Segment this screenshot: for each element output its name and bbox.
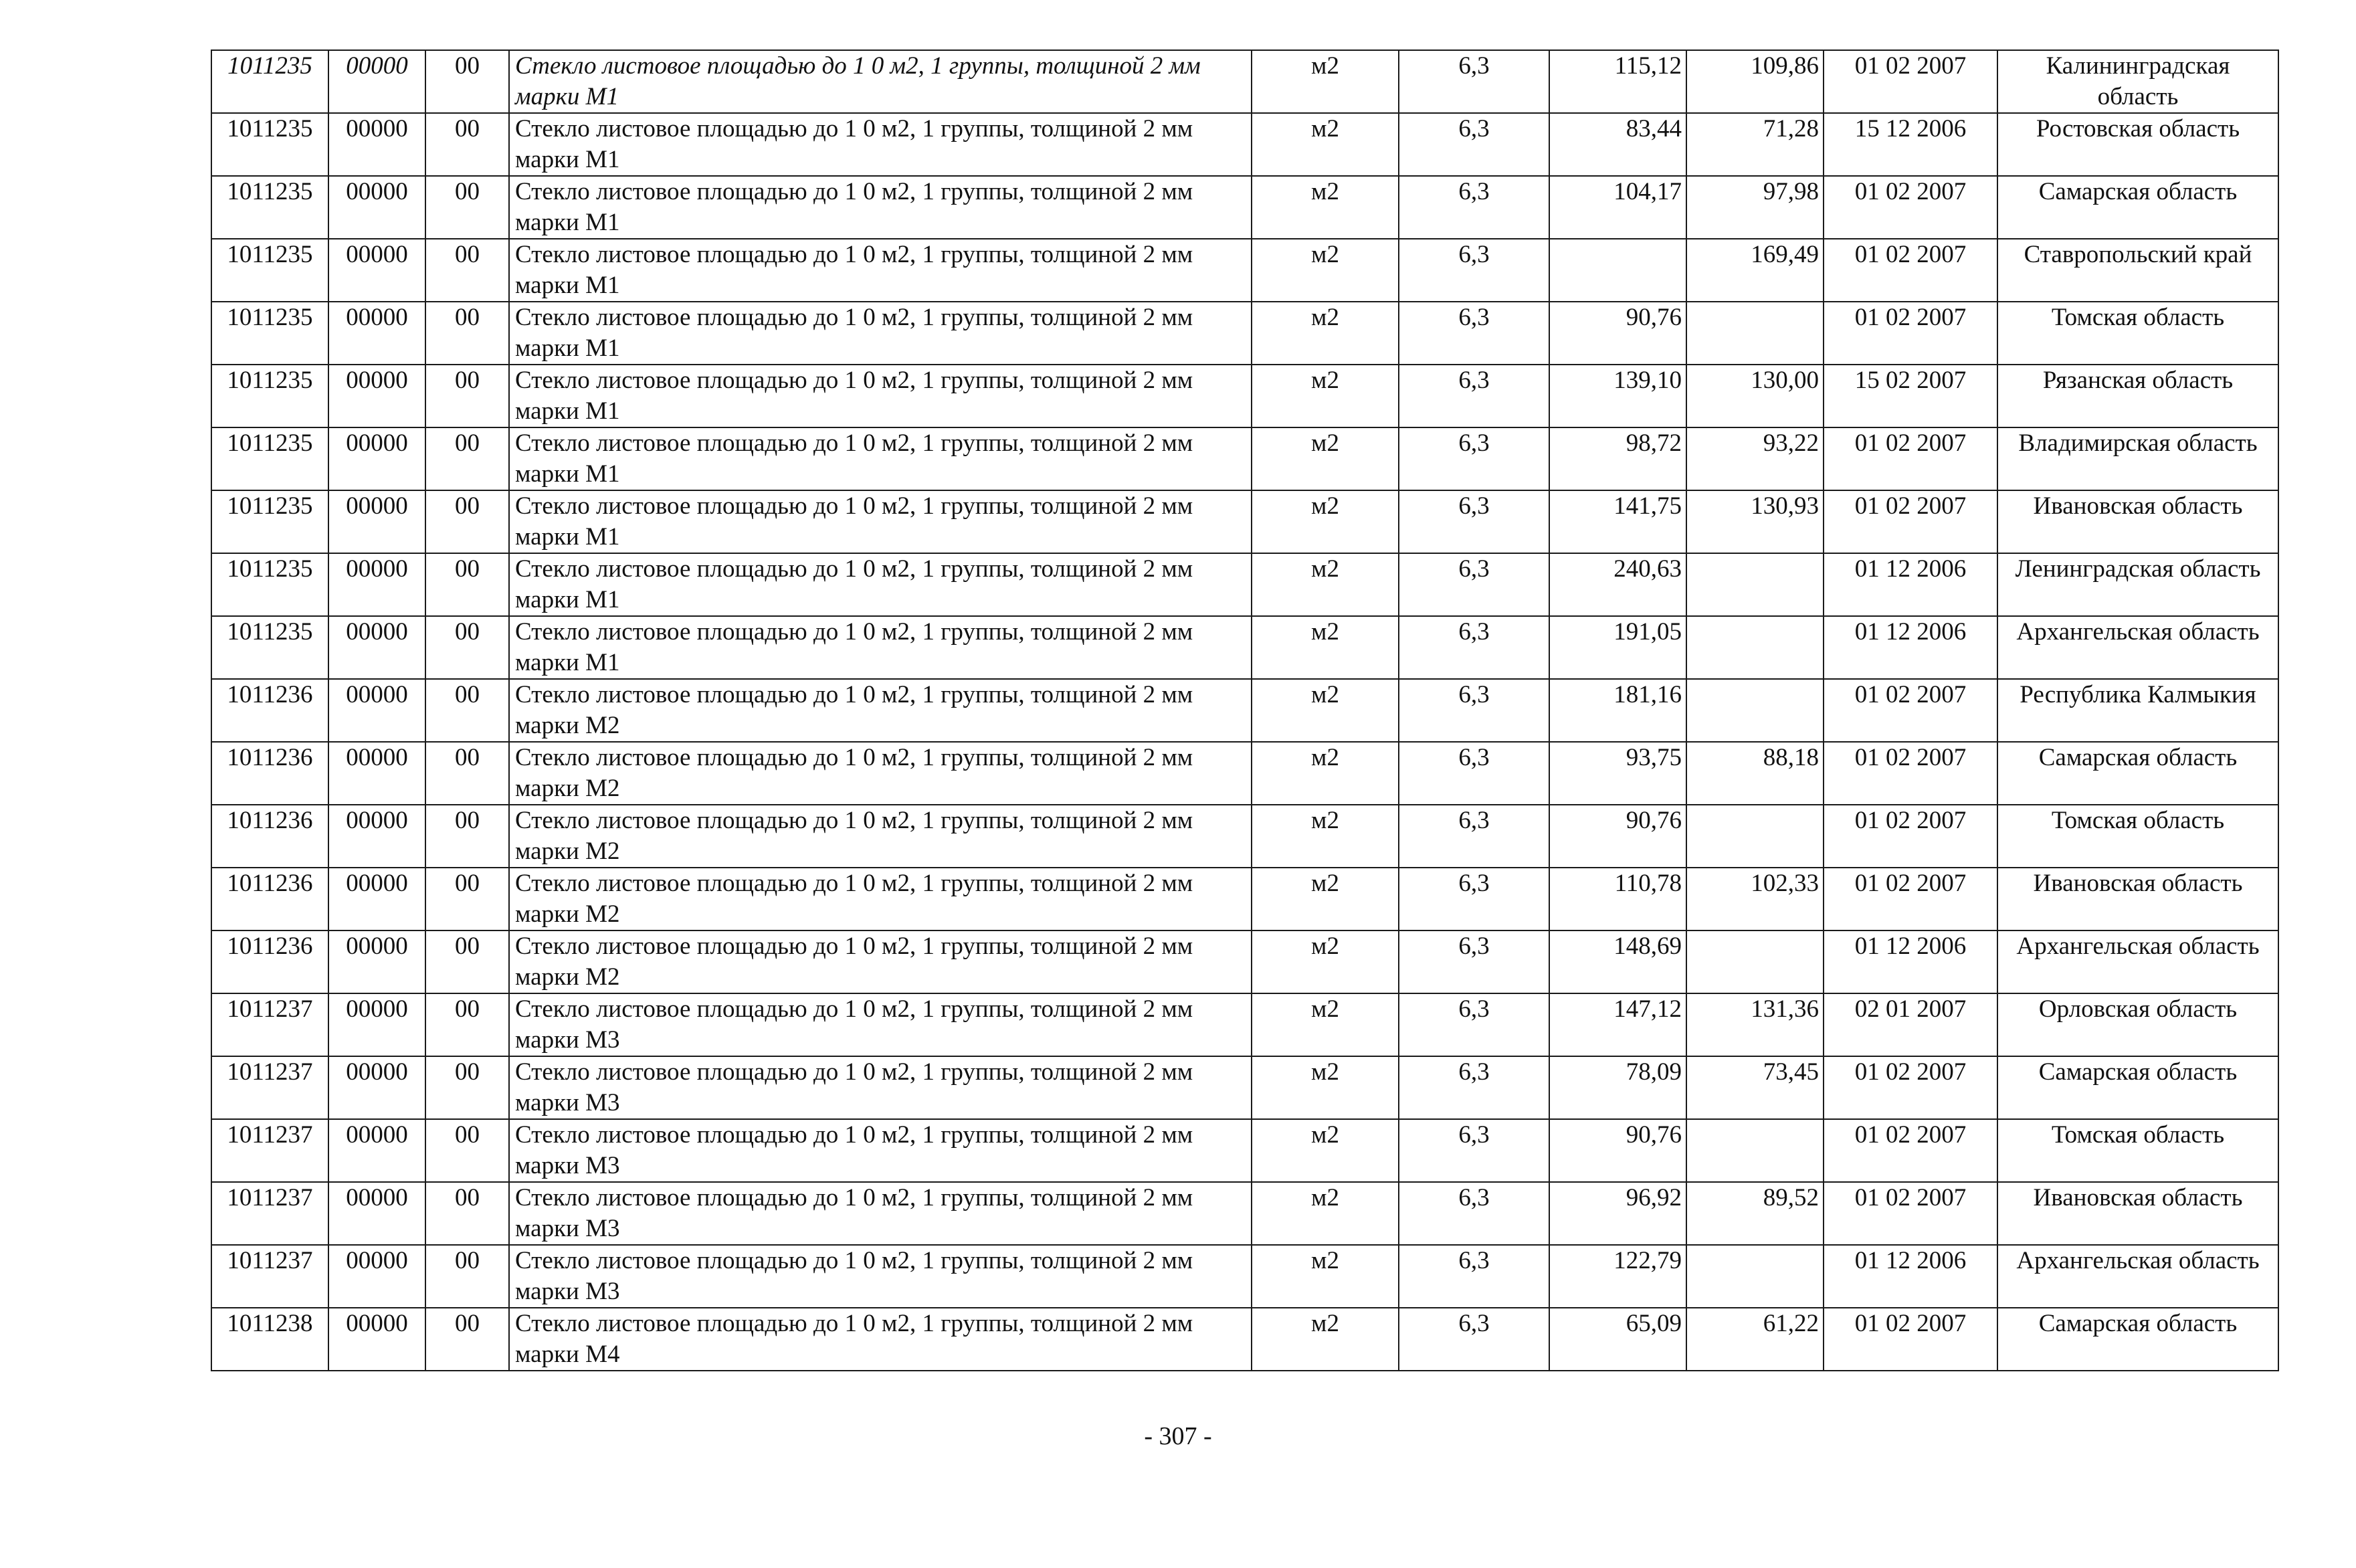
name-cell: Стекло листовое площадью до 1 0 м2, 1 группы, толщиной 2 мм марки M1 (509, 176, 1252, 239)
price1-cell: 147,12 (1549, 993, 1686, 1056)
date-cell: 01 02 2007 (1824, 1119, 1997, 1182)
region-cell: Томская область (1997, 302, 2278, 365)
weight-cell: 6,3 (1399, 113, 1549, 176)
price1-cell: 65,09 (1549, 1308, 1686, 1371)
code-cell: 1011236 (211, 679, 328, 742)
unit-cell: м2 (1252, 742, 1399, 805)
version-cell: 00 (425, 930, 509, 993)
date-cell: 02 01 2007 (1824, 993, 1997, 1056)
weight-cell: 6,3 (1399, 616, 1549, 679)
date-cell: 15 02 2007 (1824, 365, 1997, 427)
subcode-cell: 00000 (328, 113, 425, 176)
region-cell: Самарская область (1997, 1056, 2278, 1119)
price2-cell: 71,28 (1686, 113, 1824, 176)
name-cell: Стекло листовое площадью до 1 0 м2, 1 группы, толщиной 2 мм марки M2 (509, 679, 1252, 742)
region-cell: Архангельская область (1997, 616, 2278, 679)
region-cell: Ставропольский край (1997, 239, 2278, 302)
region-cell: Владимирская область (1997, 427, 2278, 490)
price1-cell: 96,92 (1549, 1182, 1686, 1245)
subcode-cell: 00000 (328, 50, 425, 113)
table-row (211, 1182, 2278, 1245)
unit-cell: м2 (1252, 50, 1399, 113)
weight-cell: 6,3 (1399, 302, 1549, 365)
region-cell: Томская область (1997, 1119, 2278, 1182)
region-cell: Республика Калмыкия (1997, 679, 2278, 742)
table-row (211, 616, 2278, 679)
unit-cell: м2 (1252, 930, 1399, 993)
version-cell: 00 (425, 490, 509, 553)
code-cell: 1011236 (211, 742, 328, 805)
name-cell: Стекло листовое площадью до 1 0 м2, 1 группы, толщиной 2 мм марки M2 (509, 742, 1252, 805)
subcode-cell: 00000 (328, 302, 425, 365)
price-table (211, 50, 2279, 1371)
table-row (211, 679, 2278, 742)
unit-cell: м2 (1252, 1056, 1399, 1119)
price2-cell: 130,00 (1686, 365, 1824, 427)
table-row (211, 742, 2278, 805)
region-cell: Самарская область (1997, 742, 2278, 805)
region-cell: Томская область (1997, 805, 2278, 868)
date-cell: 01 02 2007 (1824, 239, 1997, 302)
weight-cell: 6,3 (1399, 1056, 1549, 1119)
price2-cell: 89,52 (1686, 1182, 1824, 1245)
date-cell: 01 02 2007 (1824, 176, 1997, 239)
price1-cell: 90,76 (1549, 302, 1686, 365)
date-cell: 01 02 2007 (1824, 868, 1997, 930)
version-cell: 00 (425, 679, 509, 742)
date-cell: 01 02 2007 (1824, 1182, 1997, 1245)
price2-cell: 88,18 (1686, 742, 1824, 805)
table-row (211, 176, 2278, 239)
subcode-cell: 00000 (328, 679, 425, 742)
weight-cell: 6,3 (1399, 805, 1549, 868)
unit-cell: м2 (1252, 302, 1399, 365)
price1-cell: 93,75 (1549, 742, 1686, 805)
name-cell: Стекло листовое площадью до 1 0 м2, 1 группы, толщиной 2 мм марки M3 (509, 1245, 1252, 1308)
name-cell: Стекло листовое площадью до 1 0 м2, 1 группы, толщиной 2 мм марки M3 (509, 1119, 1252, 1182)
table-row (211, 930, 2278, 993)
subcode-cell: 00000 (328, 1245, 425, 1308)
unit-cell: м2 (1252, 239, 1399, 302)
code-cell: 1011235 (211, 490, 328, 553)
price1-cell: 139,10 (1549, 365, 1686, 427)
subcode-cell: 00000 (328, 993, 425, 1056)
version-cell: 00 (425, 365, 509, 427)
version-cell: 00 (425, 993, 509, 1056)
weight-cell: 6,3 (1399, 993, 1549, 1056)
region-cell: Архангельская область (1997, 1245, 2278, 1308)
subcode-cell: 00000 (328, 1182, 425, 1245)
price2-cell (1686, 616, 1824, 679)
weight-cell: 6,3 (1399, 176, 1549, 239)
table-row (211, 1308, 2278, 1371)
unit-cell: м2 (1252, 1245, 1399, 1308)
region-cell: Архангельская область (1997, 930, 2278, 993)
version-cell: 00 (425, 239, 509, 302)
name-cell: Стекло листовое площадью до 1 0 м2, 1 группы, толщиной 2 мм марки M4 (509, 1308, 1252, 1371)
price1-cell (1549, 239, 1686, 302)
subcode-cell: 00000 (328, 616, 425, 679)
region-cell: Ивановская область (1997, 868, 2278, 930)
region-cell: Самарская область (1997, 176, 2278, 239)
subcode-cell: 00000 (328, 427, 425, 490)
table-row (211, 239, 2278, 302)
price1-cell: 98,72 (1549, 427, 1686, 490)
price2-cell: 97,98 (1686, 176, 1824, 239)
unit-cell: м2 (1252, 1119, 1399, 1182)
price1-cell: 110,78 (1549, 868, 1686, 930)
page-number: - 307 - (1144, 1422, 1212, 1450)
code-cell: 1011237 (211, 1056, 328, 1119)
name-cell: Стекло листовое площадью до 1 0 м2, 1 группы, толщиной 2 мм марки M1 (509, 427, 1252, 490)
date-cell: 01 02 2007 (1824, 427, 1997, 490)
version-cell: 00 (425, 113, 509, 176)
version-cell: 00 (425, 176, 509, 239)
table-row (211, 113, 2278, 176)
name-cell: Стекло листовое площадью до 1 0 м2, 1 группы, толщиной 2 мм марки M1 (509, 302, 1252, 365)
price2-cell (1686, 805, 1824, 868)
subcode-cell: 00000 (328, 553, 425, 616)
date-cell: 01 12 2006 (1824, 930, 1997, 993)
price1-cell: 148,69 (1549, 930, 1686, 993)
code-cell: 1011236 (211, 930, 328, 993)
price2-cell (1686, 679, 1824, 742)
subcode-cell: 00000 (328, 1308, 425, 1371)
price1-cell: 181,16 (1549, 679, 1686, 742)
subcode-cell: 00000 (328, 490, 425, 553)
date-cell: 15 12 2006 (1824, 113, 1997, 176)
code-cell: 1011235 (211, 616, 328, 679)
date-cell: 01 12 2006 (1824, 616, 1997, 679)
unit-cell: м2 (1252, 1308, 1399, 1371)
code-cell: 1011235 (211, 176, 328, 239)
table-row (211, 50, 2278, 113)
unit-cell: м2 (1252, 805, 1399, 868)
version-cell: 00 (425, 1245, 509, 1308)
code-cell: 1011235 (211, 553, 328, 616)
price2-cell: 130,93 (1686, 490, 1824, 553)
price1-cell: 240,63 (1549, 553, 1686, 616)
name-cell: Стекло листовое площадью до 1 0 м2, 1 группы, толщиной 2 мм марки M1 (509, 365, 1252, 427)
price2-cell: 131,36 (1686, 993, 1824, 1056)
date-cell: 01 02 2007 (1824, 50, 1997, 113)
unit-cell: м2 (1252, 993, 1399, 1056)
name-cell: Стекло листовое площадью до 1 0 м2, 1 группы, толщиной 2 мм марки M3 (509, 1056, 1252, 1119)
name-cell: Стекло листовое площадью до 1 0 м2, 1 группы, толщиной 2 мм марки M1 (509, 50, 1252, 113)
name-cell: Стекло листовое площадью до 1 0 м2, 1 группы, толщиной 2 мм марки M1 (509, 616, 1252, 679)
version-cell: 00 (425, 50, 509, 113)
version-cell: 00 (425, 742, 509, 805)
version-cell: 00 (425, 302, 509, 365)
version-cell: 00 (425, 553, 509, 616)
weight-cell: 6,3 (1399, 490, 1549, 553)
weight-cell: 6,3 (1399, 679, 1549, 742)
price2-cell: 73,45 (1686, 1056, 1824, 1119)
date-cell: 01 02 2007 (1824, 1056, 1997, 1119)
price2-cell (1686, 302, 1824, 365)
unit-cell: м2 (1252, 365, 1399, 427)
subcode-cell: 00000 (328, 1119, 425, 1182)
unit-cell: м2 (1252, 616, 1399, 679)
table-row (211, 302, 2278, 365)
region-cell: Калининградская область (1997, 50, 2278, 113)
name-cell: Стекло листовое площадью до 1 0 м2, 1 группы, толщиной 2 мм марки M1 (509, 239, 1252, 302)
price1-cell: 83,44 (1549, 113, 1686, 176)
table-row (211, 365, 2278, 427)
price2-cell: 61,22 (1686, 1308, 1824, 1371)
price2-cell: 102,33 (1686, 868, 1824, 930)
weight-cell: 6,3 (1399, 427, 1549, 490)
code-cell: 1011235 (211, 427, 328, 490)
code-cell: 1011238 (211, 1308, 328, 1371)
code-cell: 1011235 (211, 239, 328, 302)
code-cell: 1011235 (211, 113, 328, 176)
code-cell: 1011235 (211, 365, 328, 427)
unit-cell: м2 (1252, 490, 1399, 553)
subcode-cell: 00000 (328, 930, 425, 993)
price2-cell: 109,86 (1686, 50, 1824, 113)
code-cell: 1011235 (211, 302, 328, 365)
version-cell: 00 (425, 1119, 509, 1182)
subcode-cell: 00000 (328, 239, 425, 302)
name-cell: Стекло листовое площадью до 1 0 м2, 1 группы, толщиной 2 мм марки M3 (509, 1182, 1252, 1245)
version-cell: 00 (425, 1308, 509, 1371)
unit-cell: м2 (1252, 427, 1399, 490)
region-cell: Самарская область (1997, 1308, 2278, 1371)
code-cell: 1011237 (211, 993, 328, 1056)
region-cell: Ростовская область (1997, 113, 2278, 176)
name-cell: Стекло листовое площадью до 1 0 м2, 1 группы, толщиной 2 мм марки M3 (509, 993, 1252, 1056)
price2-cell: 169,49 (1686, 239, 1824, 302)
name-cell: Стекло листовое площадью до 1 0 м2, 1 группы, толщиной 2 мм марки M2 (509, 930, 1252, 993)
subcode-cell: 00000 (328, 742, 425, 805)
weight-cell: 6,3 (1399, 50, 1549, 113)
region-cell: Рязанская область (1997, 365, 2278, 427)
table-row (211, 993, 2278, 1056)
version-cell: 00 (425, 1056, 509, 1119)
unit-cell: м2 (1252, 868, 1399, 930)
table-row (211, 805, 2278, 868)
code-cell: 1011235 (211, 50, 328, 113)
version-cell: 00 (425, 616, 509, 679)
weight-cell: 6,3 (1399, 868, 1549, 930)
price1-cell: 90,76 (1549, 805, 1686, 868)
weight-cell: 6,3 (1399, 365, 1549, 427)
weight-cell: 6,3 (1399, 239, 1549, 302)
price1-cell: 90,76 (1549, 1119, 1686, 1182)
version-cell: 00 (425, 427, 509, 490)
table-row (211, 868, 2278, 930)
subcode-cell: 00000 (328, 868, 425, 930)
weight-cell: 6,3 (1399, 1308, 1549, 1371)
unit-cell: м2 (1252, 679, 1399, 742)
subcode-cell: 00000 (328, 805, 425, 868)
weight-cell: 6,3 (1399, 553, 1549, 616)
date-cell: 01 02 2007 (1824, 490, 1997, 553)
price2-cell (1686, 930, 1824, 993)
code-cell: 1011237 (211, 1182, 328, 1245)
weight-cell: 6,3 (1399, 930, 1549, 993)
price1-cell: 115,12 (1549, 50, 1686, 113)
date-cell: 01 02 2007 (1824, 805, 1997, 868)
subcode-cell: 00000 (328, 176, 425, 239)
code-cell: 1011237 (211, 1245, 328, 1308)
unit-cell: м2 (1252, 553, 1399, 616)
date-cell: 01 02 2007 (1824, 679, 1997, 742)
price2-cell (1686, 1119, 1824, 1182)
date-cell: 01 12 2006 (1824, 553, 1997, 616)
weight-cell: 6,3 (1399, 742, 1549, 805)
table-row (211, 553, 2278, 616)
name-cell: Стекло листовое площадью до 1 0 м2, 1 группы, толщиной 2 мм марки M1 (509, 553, 1252, 616)
unit-cell: м2 (1252, 113, 1399, 176)
unit-cell: м2 (1252, 1182, 1399, 1245)
date-cell: 01 02 2007 (1824, 1308, 1997, 1371)
table-row (211, 1056, 2278, 1119)
table-row (211, 490, 2278, 553)
weight-cell: 6,3 (1399, 1245, 1549, 1308)
region-cell: Ленинградская область (1997, 553, 2278, 616)
date-cell: 01 12 2006 (1824, 1245, 1997, 1308)
price2-cell: 93,22 (1686, 427, 1824, 490)
name-cell: Стекло листовое площадью до 1 0 м2, 1 группы, толщиной 2 мм марки M1 (509, 490, 1252, 553)
name-cell: Стекло листовое площадью до 1 0 м2, 1 группы, толщиной 2 мм марки M1 (509, 113, 1252, 176)
code-cell: 1011236 (211, 805, 328, 868)
table-row (211, 1119, 2278, 1182)
table-body (211, 50, 2278, 1371)
version-cell: 00 (425, 805, 509, 868)
price1-cell: 122,79 (1549, 1245, 1686, 1308)
date-cell: 01 02 2007 (1824, 302, 1997, 365)
name-cell: Стекло листовое площадью до 1 0 м2, 1 группы, толщиной 2 мм марки M2 (509, 805, 1252, 868)
unit-cell: м2 (1252, 176, 1399, 239)
code-cell: 1011236 (211, 868, 328, 930)
price2-cell (1686, 1245, 1824, 1308)
region-cell: Ивановская область (1997, 490, 2278, 553)
version-cell: 00 (425, 868, 509, 930)
code-cell: 1011237 (211, 1119, 328, 1182)
weight-cell: 6,3 (1399, 1119, 1549, 1182)
price1-cell: 191,05 (1549, 616, 1686, 679)
table-row (211, 427, 2278, 490)
subcode-cell: 00000 (328, 365, 425, 427)
price2-cell (1686, 553, 1824, 616)
region-cell: Орловская область (1997, 993, 2278, 1056)
price1-cell: 141,75 (1549, 490, 1686, 553)
date-cell: 01 02 2007 (1824, 742, 1997, 805)
subcode-cell: 00000 (328, 1056, 425, 1119)
price1-cell: 78,09 (1549, 1056, 1686, 1119)
version-cell: 00 (425, 1182, 509, 1245)
name-cell: Стекло листовое площадью до 1 0 м2, 1 группы, толщиной 2 мм марки M2 (509, 868, 1252, 930)
price1-cell: 104,17 (1549, 176, 1686, 239)
weight-cell: 6,3 (1399, 1182, 1549, 1245)
region-cell: Ивановская область (1997, 1182, 2278, 1245)
table-row (211, 1245, 2278, 1308)
